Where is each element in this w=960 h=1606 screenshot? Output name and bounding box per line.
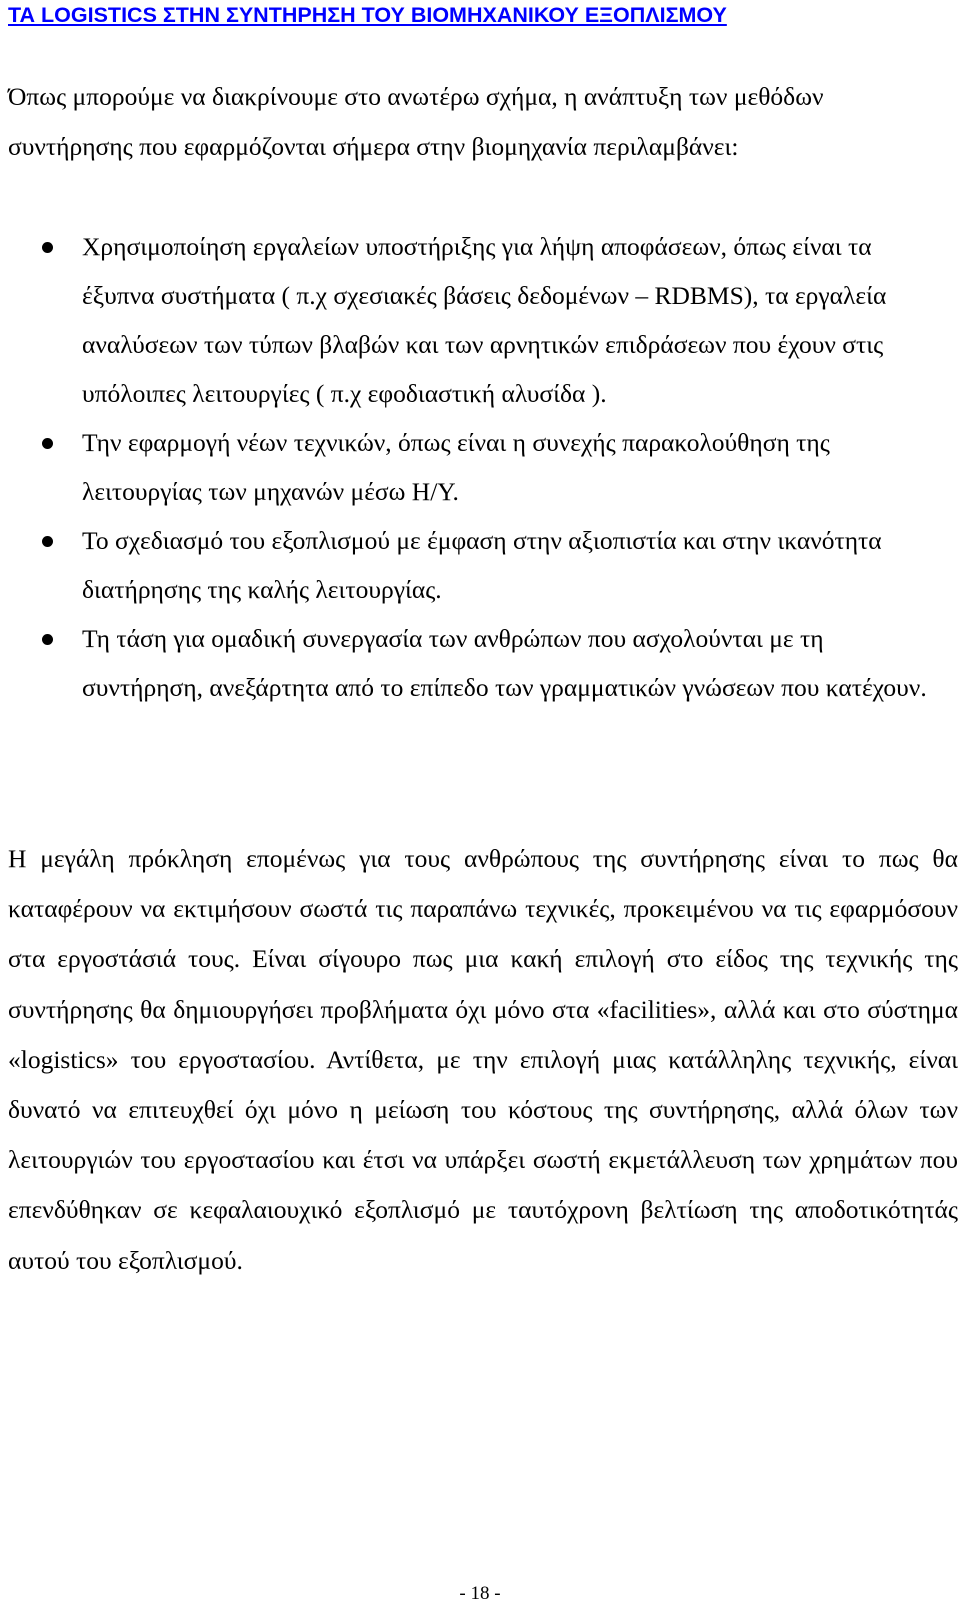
list-item-text: Τη τάση για ομαδική συνεργασία των ανθρώπων που ασχολούνται με τη συντήρηση, ανεξάρτητα από το επίπεδο των γραμματικών γνώσεων που κατέχουν.: [82, 624, 927, 702]
list-item: [0, 222, 960, 418]
list-item: [0, 516, 960, 614]
bullet-icon: [42, 438, 53, 449]
bullet-icon: [42, 242, 53, 253]
bullet-icon: [42, 634, 53, 645]
page-number: - 18 -: [459, 1583, 501, 1604]
list-item-text: Το σχεδιασμό του εξοπλισμού με έμφαση στην αξιοπιστία και στην ικανότητα διατήρησης της καλής λειτουργίας.: [82, 526, 882, 604]
list-item-text: Χρησιμοποίηση εργαλείων υποστήριξης για λήψη αποφάσεων, όπως είναι τα έξυπνα συστήματα ( π.χ σχεσιακές βάσεις δεδομένων – RDBMS), τα εργαλεία αναλύσεων των τύπων βλαβών και των αρνητικών επιδράσεων που έχουν στις υπόλοιπες λειτουργίες ( π.χ εφοδιαστική αλυσίδα ).: [82, 232, 887, 408]
bullet-list: [0, 222, 960, 712]
list-item: [0, 418, 960, 516]
closing-paragraph: Η μεγάλη πρόκληση επομένως για τους ανθρώπους της συντήρησης είναι το πως θα καταφέρουν να εκτιμήσουν σωστά τις παραπάνω τεχνικές, προκειμένου να τις εφαρμόσουν στα εργοστάσιά τους. Είναι σίγουρο πως μια κακή επιλογή στο είδος της τεχνικής της συντήρησης θα δημιουργήσει προβλήματα όχι μόνο στα «facilities», αλλά και στο σύστημα «logistics» του εργοστασίου. Αντίθετα, με την επιλογή μιας κατάλληλης τεχνικής, είναι δυνατό να επιτευχθεί όχι μόνο η μείωση του κόστους της συντήρησης, αλλά όλων των λειτουργιών του εργοστασίου και έτσι να υπάρξει σωστή εκμετάλλευση των χρημάτων που επενδύθηκαν σε κεφαλαιουχικό εξοπλισμό με ταυτόχρονη βελτίωση της αποδοτικότητάς αυτού του εξοπλισμού.: [8, 844, 958, 1275]
list-item: [0, 614, 960, 712]
bullet-icon: [42, 536, 53, 547]
list-item-text: Την εφαρμογή νέων τεχνικών, όπως είναι η συνεχής παρακολούθηση της λειτουργίας των μηχανών μέσω Η/Υ.: [82, 428, 830, 506]
intro-paragraph: Όπως μπορούμε να διακρίνουμε στο ανωτέρω σχήμα, η ανάπτυξη των μεθόδων συντήρησης που εφαρμόζονται σήμερα στην βιομηχανία περιλαμβάνει:: [8, 82, 824, 161]
document-header-title[interactable]: ΤΑ LOGISTICS ΣΤΗΝ ΣΥΝΤΗΡΗΣΗ ΤΟΥ ΒΙΟΜΗΧΑΝΙΚΟΥ ΕΞΟΠΛΙΣΜΟΥ: [8, 3, 727, 27]
